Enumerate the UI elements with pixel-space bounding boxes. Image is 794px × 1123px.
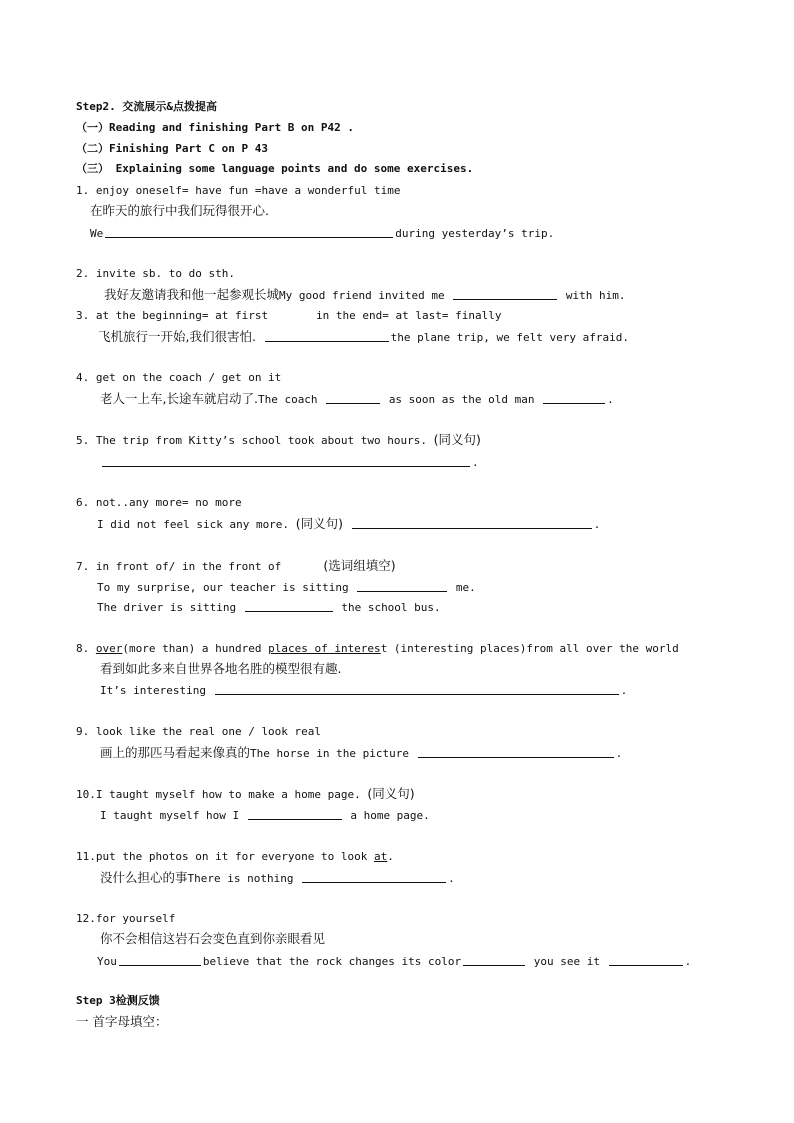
answer-blank[interactable] [453, 288, 557, 300]
answer-blank[interactable] [609, 954, 683, 966]
answer-blank[interactable] [245, 600, 333, 612]
step3-subtitle: 一 首字母填空： [76, 1014, 168, 1029]
answer-blank[interactable] [463, 954, 525, 966]
task-2: （二）Finishing Part C on P 43 [76, 142, 268, 155]
answer-blank[interactable] [102, 455, 470, 467]
item-10-exercise: I taught myself how I a home page. [100, 809, 430, 822]
item-12-chinese: 你不会相信这岩石会变色直到你亲眼看见 [100, 931, 326, 946]
item-7-sentence-1: To my surprise, our teacher is sitting me. [97, 581, 476, 594]
item-8-chinese: 看到如此多来自世界各地名胜的模型很有趣. [100, 661, 342, 676]
item-8-phrase: 8. over(more than) a hundred places of interest (interesting places)from all over the world [76, 642, 679, 655]
item-8-exercise: It’s interesting . [100, 684, 628, 697]
item-10-sentence: 10.I taught myself how to make a home page. (同义句) [76, 786, 415, 801]
item-2-exercise: 我好友邀请我和他一起参观长城My good friend invited me with him. [104, 287, 626, 302]
item-12-phrase: 12.for yourself [76, 912, 176, 925]
item-4-exercise: 老人一上车,长途车就启动了.The coach as soon as the old man . [100, 391, 614, 406]
item-2-phrase: 2. invite sb. to do sth. [76, 267, 235, 280]
item-12-exercise: You believe that the rock changes its color you see it . [97, 955, 692, 968]
task-3: （三） Explaining some language points and do some exercises. [76, 162, 474, 175]
step3-title: Step 3检测反馈 [76, 994, 160, 1007]
item-7-phrase: 7. in front of/ in the front of (选词组填空) [76, 558, 396, 573]
answer-blank[interactable] [352, 517, 592, 529]
item-9-phrase: 9. look like the real one / look real [76, 725, 322, 738]
answer-blank[interactable] [215, 683, 619, 695]
step2-title: Step2. 交流展示&点拨提高 [76, 100, 217, 113]
item-1-phrase: 1. enjoy oneself= have fun =have a wonderful time [76, 184, 401, 197]
item-11-exercise: 没什么担心的事There is nothing . [100, 870, 455, 885]
item-6-phrase: 6. not..any more= no more [76, 496, 242, 509]
item-5-exercise: . [100, 455, 479, 470]
answer-blank[interactable] [119, 954, 201, 966]
item-7-sentence-2: The driver is sitting the school bus. [97, 601, 441, 614]
answer-blank[interactable] [543, 392, 605, 404]
answer-blank[interactable] [105, 226, 393, 238]
answer-blank[interactable] [418, 746, 614, 758]
item-1-exercise: We during yesterday’s trip. [90, 227, 555, 240]
item-1-chinese: 在昨天的旅行中我们玩得很开心. [90, 203, 269, 218]
item-3-phrase: 3. at the beginning= at first in the end= at last= finally [76, 309, 502, 322]
answer-blank[interactable] [357, 580, 447, 592]
item-5-sentence: 5. The trip from Kitty’s school took about two hours. (同义句) [76, 432, 481, 447]
item-4-phrase: 4. get on the coach / get on it [76, 371, 282, 384]
answer-blank[interactable] [265, 330, 389, 342]
task-1: （一）Reading and finishing Part B on P42 . [76, 121, 355, 134]
item-11-phrase: 11.put the photos on it for everyone to look at. [76, 850, 394, 863]
answer-blank[interactable] [326, 392, 380, 404]
answer-blank[interactable] [302, 871, 446, 883]
item-9-exercise: 画上的那匹马看起来像真的The horse in the picture . [100, 745, 623, 760]
item-6-exercise: I did not feel sick any more. (同义句) . [97, 516, 601, 531]
answer-blank[interactable] [248, 808, 342, 820]
item-3-exercise: 飞机旅行一开始,我们很害怕. the plane trip, we felt very afraid. [98, 329, 629, 344]
